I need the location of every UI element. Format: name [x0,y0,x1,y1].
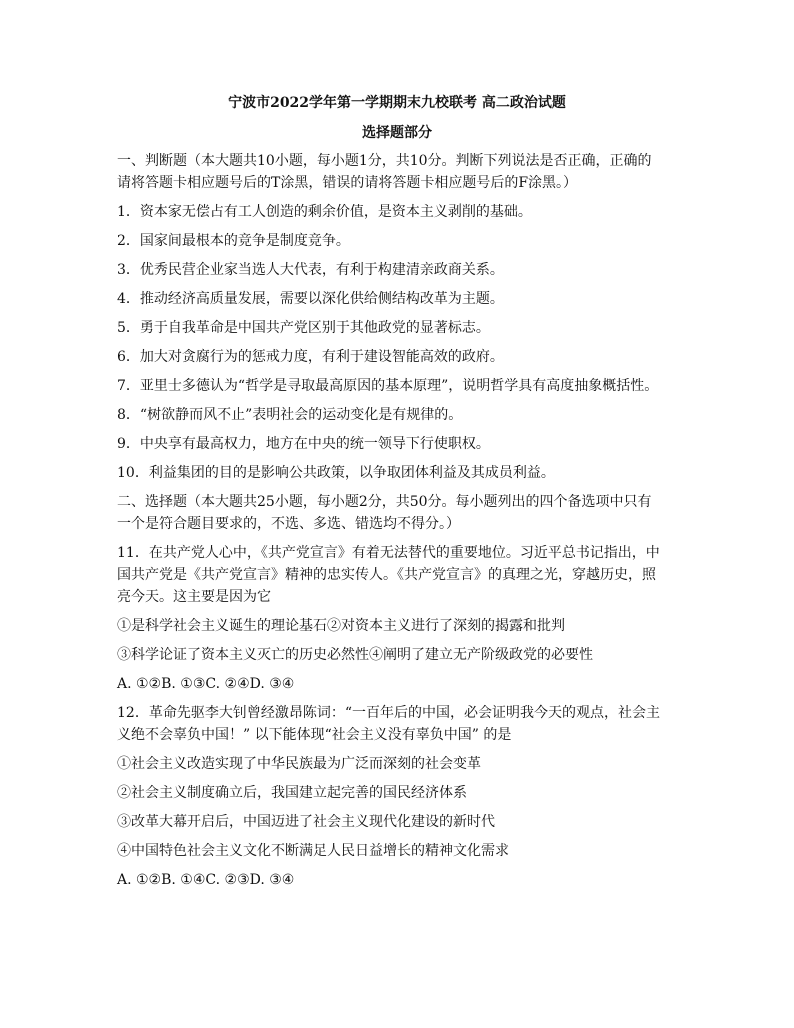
judgment-item: 9．中央享有最高权力，地方在中央的统一领导下行使职权。 [117,436,490,452]
section-subtitle: 选择题部分 [362,125,432,141]
q11-stem-line1: 11．在共产党人心中，《共产党宣言》有着无法替代的重要地位。习近平总书记指出，中 [117,545,660,561]
q11-answer-choices: A. ①②B. ①③C. ②④D. ③④ [117,676,295,692]
judgment-item: 10．利益集团的目的是影响公共政策，以争取团体利益及其成员利益。 [117,465,555,481]
judgment-item: 4．推动经济高质量发展，需要以深化供给侧结构改革为主题。 [117,291,504,307]
judgment-item: 5．勇于自我革命是中国共产党区别于其他政党的显著标志。 [117,320,490,336]
judgment-item: 8．“树欲静而风不止”表明社会的运动变化是有规律的。 [117,407,463,423]
section1-heading-line1: 一、判断题（本大题共10小题，每小题1分，共10分。判断下列说法是否正确，正确的 [117,153,652,169]
q12-option-line1: ①社会主义改造实现了中华民族最为广泛而深刻的社会变革 [117,756,481,772]
page-title: 宁波市2022学年第一学期期末九校联考 高二政治试题 [228,95,566,111]
section2-heading-line1: 二、选择题（本大题共25小题，每小题2分，共50分。每小题列出的四个备选项中只有 [117,494,652,510]
section2-heading-line2: 一个是符合题目要求的，不选、多选、错选均不得分。） [117,516,460,532]
q12-option-line3: ③改革大幕开启后，中国迈进了社会主义现代化建设的新时代 [117,814,495,830]
q11-option-line1: ①是科学社会主义诞生的理论基石②对资本主义进行了深刻的揭露和批判 [117,618,565,634]
q12-option-line2: ②社会主义制度确立后，我国建立起完善的国民经济体系 [117,785,467,801]
q11-stem-line2: 国共产党是《共产党宣言》精神的忠实传人。《共产党宣言》的真理之光，穿越历史，照 [117,567,656,583]
q12-stem-line2: 义绝不会辜负中国！” 以下能体现“社会主义没有辜负中国” 的是 [117,727,512,743]
judgment-item: 3．优秀民营企业家当选人大代表，有利于构建清亲政商关系。 [117,262,504,278]
judgment-item: 2．国家间最根本的竞争是制度竞争。 [117,233,350,249]
q11-option-line2: ③科学论证了资本主义灭亡的历史必然性④阐明了建立无产阶级政党的必要性 [117,647,593,663]
judgment-item: 1．资本家无偿占有工人创造的剩余价值，是资本主义剥削的基础。 [117,204,532,220]
judgment-item: 7．亚里士多德认为“哲学是寻取最高原因的基本原理”，说明哲学具有高度抽象概括性。 [117,378,659,394]
q11-stem-line3: 亮今天。这主要是因为它 [117,589,271,605]
q12-answer-choices: A. ①②B. ①④C. ②③D. ③④ [117,872,295,888]
q12-stem-line1: 12．革命先驱李大钊曾经激昂陈词：“一百年后的中国，必会证明我今天的观点，社会主 [117,705,660,721]
section1-heading-line2: 请将答题卡相应题号后的T涂黑，错误的请将答题卡相应题号后的F涂黑。） [117,175,578,191]
q12-option-line4: ④中国特色社会主义文化不断满足人民日益增长的精神文化需求 [117,843,509,859]
judgment-item: 6．加大对贪腐行为的惩戒力度，有利于建设智能高效的政府。 [117,349,504,365]
